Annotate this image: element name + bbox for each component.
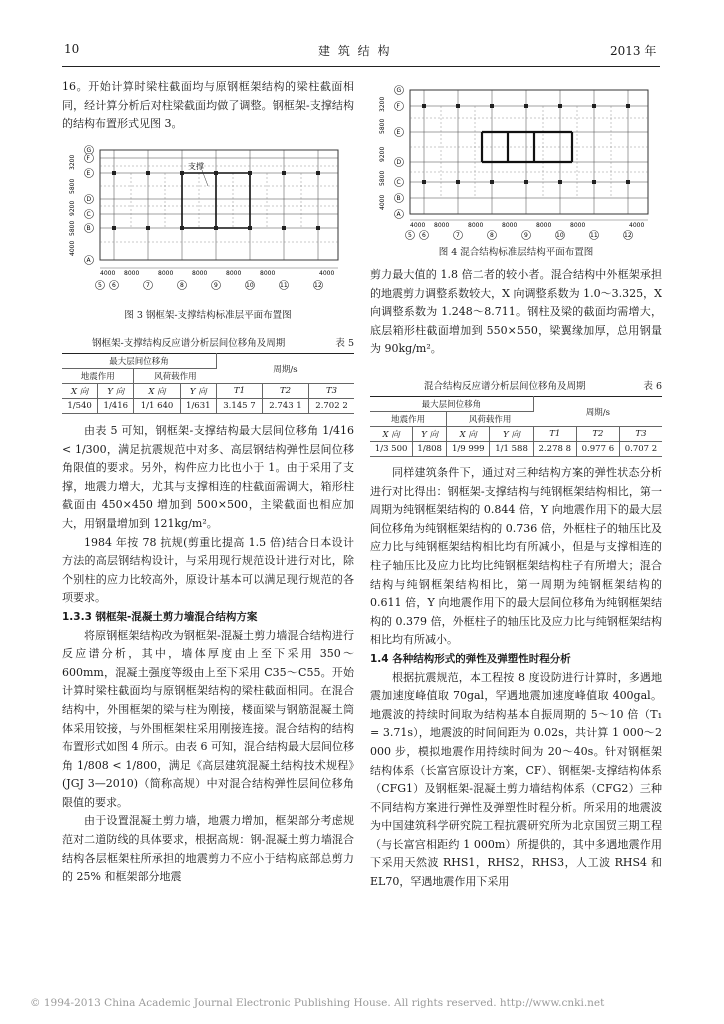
t6-h-t1: T1 (533, 427, 576, 442)
header-rule (62, 66, 660, 67)
t6-cell: 1/1 588 (490, 442, 533, 457)
row-label-a: A (396, 211, 401, 218)
t5-h-t3: T3 (309, 384, 354, 399)
row-grid-lines (100, 150, 338, 260)
col-label-6: 6 (112, 282, 116, 289)
col-dim-2: 8000 (434, 222, 450, 229)
paragraph-shear-wall: 由于设置混凝土剪力墙，地震力增加，框架部分考虑规范对二道防线的具体要求，根据高规：钢-混凝土剪力墙混合结构各层框架柱所承担的地震剪力不应小于结构底部总剪力的 25% 和框架部分地震 (62, 814, 354, 884)
copyright-footer: © 1994-2013 China Academic Journal Electronic Publishing House. All rights reserved. http://www.cnki.net (30, 997, 605, 1009)
t6-cell: 0.707 2 (619, 442, 662, 457)
column-dimensions (100, 270, 334, 277)
journal-title: 建 筑 结 构 (318, 44, 392, 58)
t5-h-disp: 最大层间位移角 (62, 354, 216, 369)
journal-year: 2013 年 (610, 44, 657, 58)
col-dim-4: 8000 (502, 222, 518, 229)
table-5 (62, 353, 354, 414)
row-label-g: G (396, 87, 402, 94)
figure-4-plan (372, 82, 662, 242)
t6-cell: 1/808 (413, 442, 447, 457)
plan-outline (100, 150, 338, 260)
secondary-beams (410, 106, 648, 198)
page-number: 10 (64, 42, 80, 56)
section-heading-1-3-3: 1.3.3 钢框架-混凝土剪力墙混合结构方案 (62, 610, 258, 623)
col-label-9: 9 (214, 282, 218, 289)
row-dimensions (379, 97, 386, 210)
row-dim-1: 3200 (379, 96, 386, 112)
row-dim-2: 5800 (69, 178, 76, 194)
left-text-top (62, 78, 354, 134)
col-label-11: 11 (590, 232, 598, 239)
t6-cell: 0.977 6 (576, 442, 619, 457)
right-text-body (370, 464, 662, 892)
paragraph-1984-design: 1984 年按 78 抗规(剪重比提高 1.5 倍)结合日本设计方法的高层钢结构设计，与采用现行规范设计进行对比，除个别柱的应力比较高外，原设计基本可以满足现行规范的各项要求。 (62, 535, 354, 605)
row-dim-3: 9200 (379, 146, 386, 162)
row-label-c: C (396, 179, 401, 186)
paragraph-fig3-intro: 16。开始计算时梁柱截面均与原钢框架结构的梁柱截面相同，经计算分析后对柱梁截面均做了调整。钢框架-支撑结构的结构布置形式见图 3。 (62, 80, 354, 131)
row-label-c: C (86, 211, 91, 218)
figure-4 (372, 82, 662, 242)
t6-h-eq: 地震作用 (370, 412, 447, 427)
support-label: 支撑 (188, 162, 204, 171)
table-6-header-row-1 (370, 397, 662, 412)
table-6-title-text: 混合结构反应谱分析层间位移角及周期 (424, 381, 586, 392)
col-label-8: 8 (490, 232, 494, 239)
row-dim-2: 5800 (379, 118, 386, 134)
col-dim-7: 4000 (319, 270, 335, 277)
row-label-d: D (86, 196, 92, 203)
row-dim-1: 3200 (69, 154, 76, 170)
paragraph-adjustment: 剪力最大值的 1.8 倍二者的较小者。混合结构中外框架承担的地震剪力调整系数较大，X 向调整系数为 1.0～3.325，X 向调整系数为 1.248～8.711。钢柱及梁的截面均需增大，底层箱形柱截面增加到 550×550，梁翼缘加厚，总用钢量为 90kg/m²。 (370, 268, 662, 356)
table-6-title (424, 378, 662, 392)
t5-h-y2: Y 向 (180, 384, 216, 399)
t5-cell: 1/1 640 (134, 399, 180, 414)
col-dim-4: 8000 (192, 270, 208, 277)
column-axis-labels (96, 281, 323, 290)
table-6 (370, 396, 662, 457)
t5-h-t2: T2 (262, 384, 308, 399)
col-dim-1: 4000 (100, 270, 116, 277)
col-label-7: 7 (456, 232, 460, 239)
t6-h-t3: T3 (619, 427, 662, 442)
bracing-core (182, 173, 250, 228)
t6-h-y2: Y 向 (490, 427, 533, 442)
row-dim-5: 4000 (69, 240, 76, 256)
t5-cell: 1/631 (180, 399, 216, 414)
row-dim-5: 4000 (379, 194, 386, 210)
row-dim-4: 5800 (379, 170, 386, 186)
figure-3 (62, 142, 352, 302)
col-dim-5: 8000 (536, 222, 552, 229)
t6-cell: 1/9 999 (447, 442, 490, 457)
column-dimensions (410, 222, 644, 229)
col-label-6: 6 (422, 232, 426, 239)
t5-h-x1: X 向 (62, 384, 98, 399)
t6-h-period: 周期/s (533, 397, 662, 427)
section-heading-1-4: 1.4 各种结构形式的弹性及弹塑性时程分析 (370, 652, 571, 665)
col-dim-6: 8000 (260, 270, 276, 277)
col-dim-5: 8000 (226, 270, 242, 277)
figure-4-caption: 图 4 混合结构标准层结构平面布置图 (438, 247, 594, 258)
t6-h-x1: X 向 (370, 427, 413, 442)
t5-cell: 3.145 7 (216, 399, 262, 414)
t5-cell: 1/416 (98, 399, 134, 414)
t5-cell: 2.743 1 (262, 399, 308, 414)
t6-h-wind: 风荷载作用 (447, 412, 534, 427)
table-5-number: 表 5 (335, 338, 354, 349)
t5-cell: 2.702 2 (309, 399, 354, 414)
t5-h-period: 周期/s (216, 354, 354, 384)
row-dim-4: 5800 (69, 220, 76, 236)
t5-h-eq: 地震作用 (62, 369, 134, 384)
col-label-7: 7 (146, 282, 150, 289)
t6-cell: 1/3 500 (370, 442, 413, 457)
right-text-top (370, 266, 662, 359)
row-dimensions (69, 155, 76, 256)
plan-outline (410, 90, 648, 214)
row-axis-labels (395, 86, 404, 219)
col-dim-3: 8000 (468, 222, 484, 229)
figure-3-plan (62, 142, 352, 302)
t5-h-x2: X 向 (134, 384, 180, 399)
col-label-12: 12 (314, 282, 322, 289)
table-5-header-row-3 (62, 384, 354, 399)
t5-h-t1: T1 (216, 384, 262, 399)
t5-cell: 1/540 (62, 399, 98, 414)
t5-h-y1: Y 向 (98, 384, 134, 399)
paragraph-mixed-structure: 将原钢框架结构改为钢框架-混凝土剪力墙混合结构进行反应谱分析，其中，墙体厚度由上至下采用 350～600mm，混凝土强度等级由上至下采用 C35～C55。开始计算时梁柱截面均与原钢框架结构的梁柱截面相同。在混合结构中，外围框架的梁与柱为刚接，楼面梁与钢筋混凝土筒体采用铰接，与外围框架柱采用刚接连接。混合结构的结构布置形式如图 4 所示。由表 6 可知，混合结构最大层间位移角 1/808 < 1/800，满足《高层建筑混凝土结构技术规程》(JGJ 3—2010)（简称高规）中对混合结构弹性层间位移角限值的要求。 (62, 628, 354, 809)
col-label-5: 5 (408, 232, 412, 239)
t5-h-wind: 风荷载作用 (134, 369, 217, 384)
col-dim-2: 8000 (124, 270, 140, 277)
col-dim-1: 4000 (410, 222, 426, 229)
col-label-5: 5 (98, 282, 102, 289)
row-label-b: B (396, 195, 401, 202)
column-axis-labels (406, 231, 633, 240)
t6-h-y1: Y 向 (413, 427, 447, 442)
row-dim-3: 9200 (69, 200, 76, 216)
table-6-number: 表 6 (643, 381, 662, 392)
left-text-body (62, 422, 354, 887)
col-label-12: 12 (624, 232, 632, 239)
figure-3-caption: 图 3 钢框架-支撑结构标准层平面布置图 (124, 310, 292, 321)
col-dim-7: 4000 (629, 222, 645, 229)
row-label-f: F (396, 103, 400, 110)
row-axis-labels (85, 146, 94, 265)
paragraph-table5-analysis: 由表 5 可知，钢框架-支撑结构最大层间位移角 1/416 < 1/300，满足抗震规范中对多、高层钢结构弹性层间位移角限值的要求。另外，构件应力比也小于 1。由于采用了支撑，地震力增大，尤其与支撑相连的柱截面需调大，箱形柱截面由 450×450 增加到 500×500，主梁截面也相应加大，用钢量增加到 121kg/m²。 (62, 424, 354, 530)
secondary-beams (100, 166, 338, 242)
t6-h-disp: 最大层间位移角 (370, 397, 533, 412)
col-label-8: 8 (180, 282, 184, 289)
row-label-a: A (86, 257, 91, 264)
row-label-e: E (396, 129, 401, 136)
col-dim-6: 8000 (570, 222, 586, 229)
col-label-10: 10 (556, 232, 564, 239)
paragraph-comparison: 同样建筑条件下，通过对三种结构方案的弹性状态分析进行对比得出：钢框架-支撑结构与纯钢框架结构相比，第一周期为纯钢框架结构的 0.844 倍，Y 向地震作用下的最大层间位移角为纯钢框架结构的 0.736 倍，外框柱子的轴压比及应力比与纯钢框架结构相比均有所减小，但是与支撑相连的柱子轴压比及应力比均比纯钢框架结构柱子有所增大；混合结构与纯钢框架结构相比，第一周期为纯钢框架结构的 0.611 倍，Y 向地震作用下的最大层间位移角为纯钢框架结构的 0.379 倍，外框柱子的轴压比及应力比与纯钢框架结构相比均有所减小。 (370, 466, 662, 647)
row-grid-lines (410, 106, 648, 198)
t6-h-t2: T2 (576, 427, 619, 442)
table-6-header-row-3 (370, 427, 662, 442)
col-dim-3: 8000 (158, 270, 174, 277)
col-label-11: 11 (280, 282, 288, 289)
t6-cell: 2.278 8 (533, 442, 576, 457)
col-label-9: 9 (524, 232, 528, 239)
row-label-f: F (86, 155, 90, 162)
row-label-g: G (86, 147, 92, 154)
table-5-title (92, 335, 354, 349)
row-label-b: B (86, 225, 91, 232)
row-label-e: E (86, 170, 91, 177)
col-label-10: 10 (246, 282, 254, 289)
column-grid-lines (424, 90, 628, 214)
row-label-d: D (396, 159, 402, 166)
t6-h-x2: X 向 (447, 427, 490, 442)
table-row (62, 399, 354, 414)
table-row (370, 442, 662, 457)
table-5-header-row-1 (62, 354, 354, 369)
table-5-title-text: 钢框架-支撑结构反应谱分析层间位移角及周期 (92, 338, 286, 349)
paragraph-time-history: 根据抗震规范，本工程按 8 度设防进行计算时，多遇地震加速度峰值取 70gal，罕遇地震加速度峰值取 400gal。地震波的持续时间取为结构基本自振周期的 5～10 倍（T₁ = 3.71s），地震波的时间间距为 0.02s，共计算 1 000～2 000 步，模拟地震作用持续时间为 20～40s。针对钢框架结构体系（长富宫原设计方案，CF）、钢框架-支撑结构体系（CFG1）及钢框架-混凝土剪力墙结构体系（CFG2）三种不同结构方案进行弹性及弹塑性时程分析。所采用的地震波为中国建筑科学研究院工程抗震研究所为北京国贸三期工程（与长富宫相距约 1 000m）所提供的，其中多遇地震作用下采用天然波 RHS1，RHS2，RHS3，人工波 RHS4 和 EL70，罕遇地震作用下采用 (370, 670, 662, 889)
